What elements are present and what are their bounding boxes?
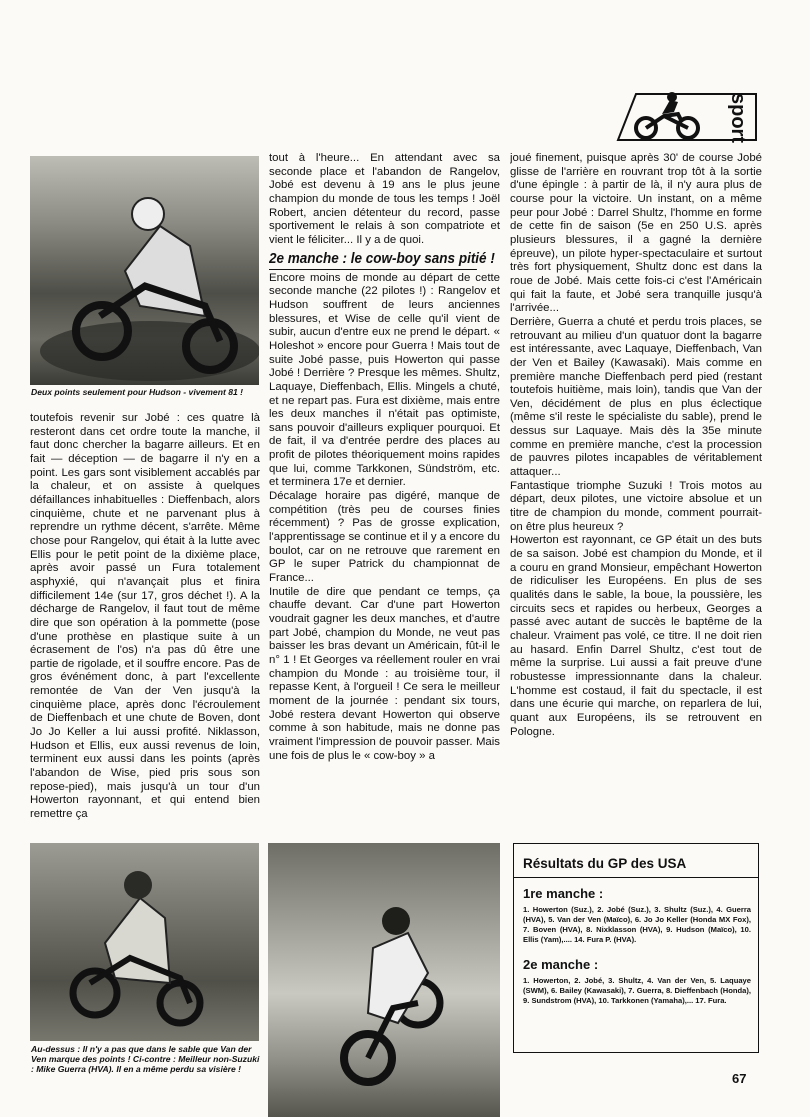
rider-silhouette-icon xyxy=(30,843,259,1041)
photo-guerra xyxy=(268,843,500,1117)
article-column-3 xyxy=(510,152,762,832)
paragraph: joué finement, puisque après 30' de course Jobé glisse de l'arrière en rouvrant trop tôt à la sortie d'une épingle : à partir de là, il n'y aura plus de course pour la victoire. Un instant, on a même peur pour Jobé : Darrel Shultz, l'homme en forme de cette fin de saison (5e en 250 U.S. après plusieurs blessures, il a gagné la dernière épreuve), un pilote hyper-spectaculaire et surtout très fort physiquement, Shultz donc est dans la roue de Jobé. Mais cette fois-ci c'est l'Américain qui fait la faute, et Jobé sera tranquille jusqu'à l'arrivée... xyxy=(510,152,762,315)
sport-logo-text: sport xyxy=(727,93,749,143)
results-title: Résultats du GP des USA xyxy=(523,856,687,871)
sport-logo xyxy=(612,88,762,146)
results-heat-1-list: 1. Howerton (Suz.), 2. Jobé (Suz.), 3. Shultz (Suz.), 4. Guerra (HVA), 5. Van der Ven (Maïco), 6. Jo Jo Keller (Honda MX Fox), 7. Boven (HVA), 8. Nixklasson (HVA), 9. Hudson (Maïco), 10. Ellis (Yam),.... 14. Fura P. (HVA). xyxy=(523,905,751,944)
page-number: 67 xyxy=(732,1071,747,1086)
results-heat-1-title: 1re manche : xyxy=(523,886,604,901)
photo-hudson xyxy=(30,156,259,385)
paragraph: Décalage horaire pas digéré, manque de compétition (très peu de courses finies récemment) ? Pas de grosse explication, l'apprentissage se continue et il y a encore du boulot, car on ne retrouve que rarement en GP le super Patrick du championnat de France... xyxy=(269,490,500,585)
paragraph: Derrière, Guerra a chuté et perdu trois places, se retrouvant au milieu d'un quatuor dont la bagarre est intéressante, avec Laquaye, Dieffenbach, Van der Ven et Bailey (Kawasaki). Mais comme en première manche Dieffenbach perd pied (restant toutefois huitième, mais loin), tandis que Van der Ven, décidément de plus en plus éclectique (même s'il reste le spécialiste du sable), prend le dessus sur Laquaye. Mais dès la 35e minute comme en première manche, c'est la procession de pauvres pilotes incapables de véritablement attaquer... xyxy=(510,315,762,479)
caption-photo-hudson: Deux points seulement pour Hudson - vivement 81 ! xyxy=(31,387,244,397)
article-column-2 xyxy=(269,152,500,832)
photo-van-der-ven xyxy=(30,843,259,1041)
results-box xyxy=(513,843,759,1053)
rider-silhouette-icon xyxy=(30,156,259,385)
rider-silhouette-icon xyxy=(268,843,500,1117)
divider xyxy=(514,877,758,878)
results-heat-2-title: 2e manche : xyxy=(523,957,599,972)
article-column-1 xyxy=(30,412,260,832)
paragraph: Fantastique triomphe Suzuki ! Trois motos au départ, deux pilotes, une victoire absolue et un titre de champion du monde, comment pourrait-on être plus heureux ? xyxy=(510,479,762,533)
paragraph: tout à l'heure... En attendant avec sa seconde place et l'abandon de Rangelov, Jobé est devenu à 19 ans le plus jeune champion du monde de tous les temps ! Joël Robert, ancien détenteur du record, passe sportivement le relais à son compatriote et vient le féliciter... Il y a de quoi. xyxy=(269,152,500,246)
paragraph: Inutile de dire que pendant ce temps, ça chauffe devant. Car d'une part Howerton voudrait gagner les deux manches, et d'autre part Jobé, champion du Monde, ne veut pas baisser les bras devant un Américain, fût-il le n° 1 ! Et Georges va réellement rouler en vrai champion du Monde : au troisième tour, il repasse Kent, à l'orgueil ! Ce sera le meilleur moment de la journée : pendant six tours, Jobé restera devant Howerton qui observe comme à son habitude, mais ne donne pas vraiment l'impression de pouvoir passer. Mais une fois de plus le « cow-boy » a xyxy=(269,585,500,762)
section-heading-2e-manche: 2e manche : le cow-boy sans pitié ! xyxy=(269,250,477,270)
paragraph: Howerton est rayonnant, ce GP était un des buts de sa saison. Jobé est champion du Monde, et il a couru en grand Monsieur, empêchant Howerton de ridiculiser les Européens. En plus de ses qualités dans le sable, la boue, la poussière, les circuits secs et rapides ou herbeux, Georges a passé avec autant de succès le baptême de la chaleur. Vraiment pas volé, ce titre. Il ne doit rien au hasard. Enfin Darrel Shultz, c'est tout de même la surprise. Lui aussi a fait preuve d'une robustesse impressionnante dans la chaleur. L'homme est costaud, il fait du spectacle, il est dans une écurie qui marche, on reparlera de lui, quant aux Européens, ils se retrouvent en Pologne. xyxy=(510,534,762,738)
results-heat-2-list: 1. Howerton, 2. Jobé, 3. Shultz, 4. Van der Ven, 5. Laquaye (SWM), 6. Bailey (Kawasaki), 7. Guerra, 8. Dieffenbach (Honda), 9. Sundstrom (HVA), 10. Tarkkonen (Yamaha),... 17. Fura. xyxy=(523,976,751,1005)
paragraph: Encore moins de monde au départ de cette seconde manche (22 pilotes !) : Rangelov et Hudson souffrent de leurs anciennes blessures, et Wise de celle qu'il vient de subir, aucun d'entre eux ne prend le départ. « Holeshot » encore pour Guerra ! Mais tout de suite Jobé passe, puis Howerton qui passe Jobé ! Derrière ? Presque les mêmes. Shultz, Laquaye, Dieffenbach, Ellis. Mingels a chuté, et ne repart pas. Fura est dixième, mais entre les deux manches il n'était pas optimiste, sans pouvoir d'ailleurs expliquer pourquoi. Et de fait, il va d'entrée perdre des places au profit de pilotes théoriquement moins rapides que lui, comme Tarkkonen, Sündström, etc. et terminera 17e et dernier. xyxy=(269,271,500,489)
caption-photo-van-der-ven: Au-dessus : Il n'y a pas que dans le sable que Van der Ven marque des points ! Ci-contre : Meilleur non-Suzuki : Mike Guerra (HVA). Il en a même perdu sa visière ! xyxy=(31,1044,260,1074)
paragraph: toutefois revenir sur Jobé : ces quatre là resteront dans cet ordre toute la manche, il faut donc chercher la bagarre ailleurs. Et en fait — déception — de bagarre il n'y en a point. Les gars sont visiblement accablés par la chaleur, et on assiste à quelques défaillances inhabituelles : Dieffenbach, alors cinquième, chute et ne parvenant plus à reprendre un rythme décent, s'arrête. Même chose pour Rangelov, qui était à la lutte avec Ellis pour le petit point de la dixième place, après avoir passé un Fura totalement asphyxié, qui n'avançait plus et finira difficilement 14e (sur 17, gros déchet !). A la décharge de Rangelov, il faut tout de même dire que son opération à la pommette (pose d'une prothèse en plastique suite à un écrasement de l'os) n'a pas dû être une partie de rigolade, et il souffre encore. Pas de gros événément donc, à part l'excellente remontée de Van der Ven jusqu'à la cinquième place, après donc l'écroulement de Dieffenbach et une chute de Boven, dont Jo Jo Keller a lui aussi profité. Niklasson, Hudson et Ellis, eux aussi revenus de loin, terminent eux aussi dans les points (après l'abandon de Wise, pied pris sous son repose-pied), mais jusqu'à un tour d'un Howerton rayonnant, et qui entend bien remettre ça xyxy=(30,412,260,821)
